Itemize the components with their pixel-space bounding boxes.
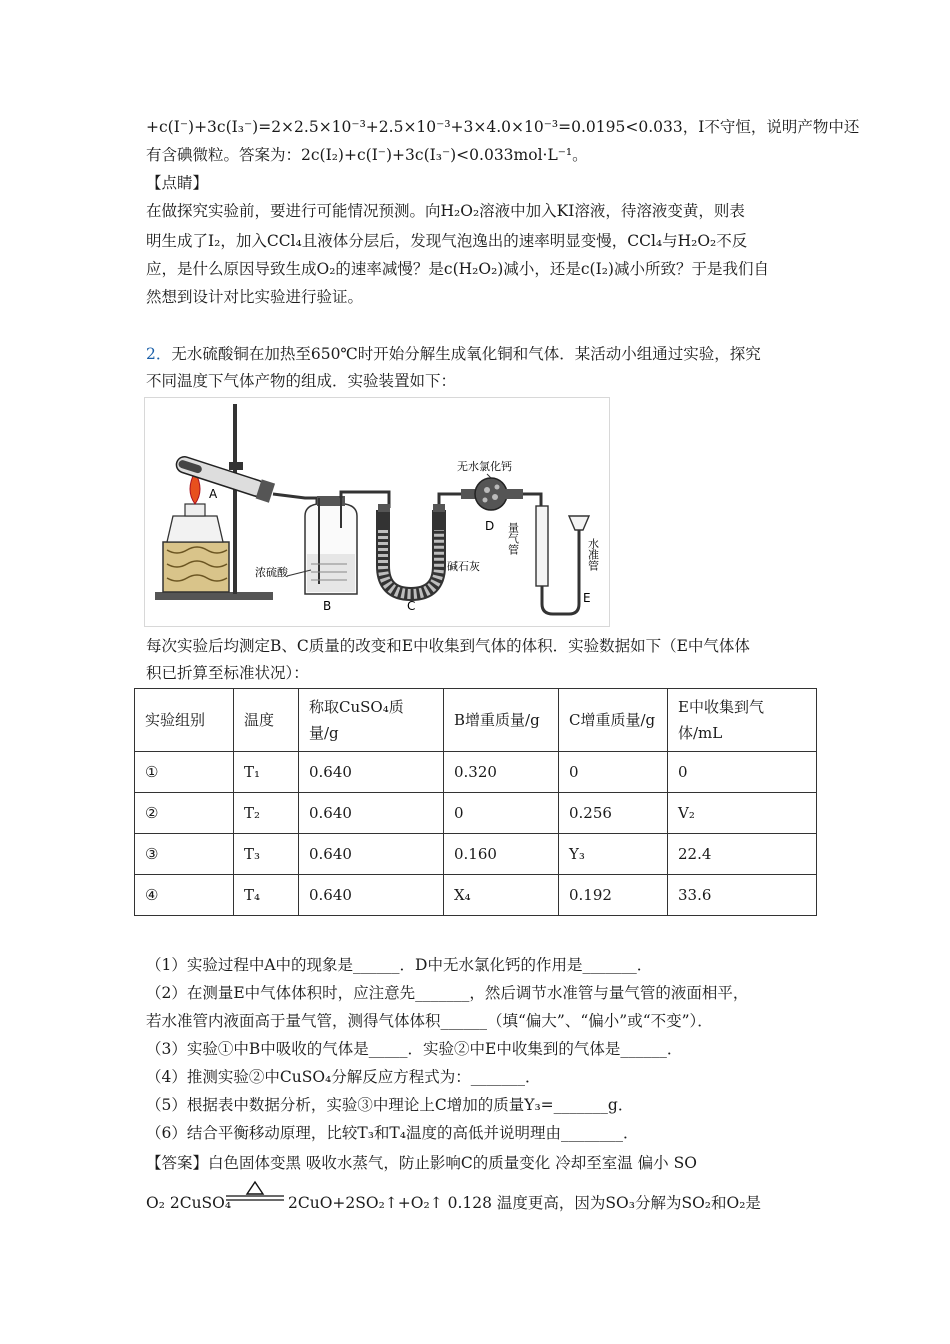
table-cell: ③ bbox=[135, 834, 234, 875]
label-b: B bbox=[323, 599, 332, 613]
table-cell: 0.192 bbox=[559, 875, 668, 916]
table-header-cell: C增重质量/g bbox=[559, 689, 668, 752]
table-cell: 33.6 bbox=[668, 875, 817, 916]
label-cacl2: 无水氯化钙 bbox=[457, 460, 512, 473]
test-tube-a bbox=[174, 453, 275, 503]
table-cell: T₂ bbox=[234, 793, 299, 834]
drying-tube-d bbox=[475, 478, 507, 510]
prev-line-2: 有含碘微粒。答案为：2c(I₂)+c(I⁻)+3c(I₃⁻)<0.033mol·L⁻¹。 bbox=[146, 146, 588, 164]
tip-line-2: 明生成了I₂，加入CCl₄且液体分层后，发现气泡逸出的速率明显变慢，CCl₄与H₂O₂不反 bbox=[146, 232, 748, 250]
stand-rod bbox=[233, 404, 237, 594]
table-header-cell: 称取CuSO₄质量/g bbox=[299, 689, 444, 752]
table-header-row bbox=[135, 689, 817, 752]
tip-title: 【点睛】 bbox=[146, 174, 209, 192]
apparatus-figure bbox=[144, 397, 610, 627]
gas-burette bbox=[536, 506, 548, 586]
table-cell: 0 bbox=[668, 752, 817, 793]
subq-3: （3）实验①中B中吸收的气体是_____．实验②中E中收集到的气体是______． bbox=[146, 1040, 683, 1058]
table-cell: V₂ bbox=[668, 793, 817, 834]
table-header-cell: B增重质量/g bbox=[444, 689, 559, 752]
label-a: A bbox=[209, 487, 218, 501]
table-row bbox=[135, 875, 817, 916]
label-water-tube: 水准管 bbox=[586, 538, 600, 571]
subq-6: （6）结合平衡移动原理，比较T₃和T₄温度的高低并说明理由________． bbox=[146, 1124, 639, 1142]
table-cell: T₁ bbox=[234, 752, 299, 793]
alcohol-lamp bbox=[167, 516, 223, 542]
answer-line-1: 【答案】白色固体变黑 吸收水蒸气，防止影响C的质量变化 冷却至室温 偏小 SO bbox=[146, 1154, 697, 1172]
tip-line-3: 应，是什么原因导致生成O₂的速率减慢？是c(H₂O₂)减小，还是c(I₂)减小所致？于是我们自 bbox=[146, 260, 769, 278]
subq-1: （1）实验过程中A中的现象是______．D中无水氯化钙的作用是_______． bbox=[146, 956, 653, 974]
subq-2b: 若水准管内液面高于量气管，测得气体体积______（填“偏大”、“偏小”或“不变”）． bbox=[146, 1012, 713, 1030]
heat-condition-icon bbox=[222, 1178, 288, 1208]
table-cell: 0.160 bbox=[444, 834, 559, 875]
clamp bbox=[229, 462, 243, 470]
question-number: 2． bbox=[146, 345, 172, 363]
table-cell: X₄ bbox=[444, 875, 559, 916]
table-cell: 0 bbox=[444, 793, 559, 834]
table-header-cell: 实验组别 bbox=[135, 689, 234, 752]
after-fig-line-1: 每次实验后均测定B、C质量的改变和E中收集到气体的体积．实验数据如下（E中气体体 bbox=[146, 637, 750, 655]
tip-line-4: 然想到设计对比实验进行验证。 bbox=[146, 288, 364, 306]
tip-line-1: 在做探究实验前，要进行可能情况预测。向H₂O₂溶液中加入KI溶液，待溶液变黄，则表 bbox=[146, 202, 745, 220]
table-cell: 0.640 bbox=[299, 875, 444, 916]
label-e: E bbox=[583, 591, 591, 605]
table-row bbox=[135, 752, 817, 793]
data-table bbox=[134, 688, 817, 916]
table-cell: 0.640 bbox=[299, 752, 444, 793]
subq-5: （5）根据表中数据分析，实验③中理论上C增加的质量Y₃=_______g． bbox=[146, 1096, 634, 1114]
subq-4: （4）推测实验②中CuSO₄分解反应方程式为：_______． bbox=[146, 1068, 541, 1086]
after-fig-line-2: 积已折算至标准状况）： bbox=[146, 664, 309, 682]
stand-base bbox=[155, 592, 273, 600]
answer-line-2b: 2CuO+2SO₂↑+O₂↑ 0.128 温度更高，因为SO₃分解为SO₂和O₂是 bbox=[288, 1194, 761, 1212]
table-cell: Y₃ bbox=[559, 834, 668, 875]
table-cell: 0.320 bbox=[444, 752, 559, 793]
question-text-1: 无水硫酸铜在加热至650℃时开始分解生成氧化铜和气体．某活动小组通过实验，探究 bbox=[171, 345, 761, 363]
label-d: D bbox=[485, 519, 495, 533]
table-cell: T₃ bbox=[234, 834, 299, 875]
table-row bbox=[135, 834, 817, 875]
question-line-1 bbox=[146, 343, 761, 365]
label-acid: 浓硫酸 bbox=[255, 566, 288, 579]
table-cell: 22.4 bbox=[668, 834, 817, 875]
leveling-funnel bbox=[569, 516, 589, 530]
question-line-2: 不同温度下气体产物的组成．实验装置如下： bbox=[146, 372, 457, 390]
table-header-cell: 温度 bbox=[234, 689, 299, 752]
table-header-cell: E中收集到气体/mL bbox=[668, 689, 817, 752]
table-cell: 0.640 bbox=[299, 793, 444, 834]
label-gas-tube: 量气管 bbox=[506, 522, 520, 555]
table-cell: ① bbox=[135, 752, 234, 793]
prev-line-1: +c(I⁻)+3c(I₃⁻)=2×2.5×10⁻³+2.5×10⁻³+3×4.0×10⁻³=0.0195<0.033，I不守恒，说明产物中还 bbox=[146, 118, 860, 136]
table-cell: ④ bbox=[135, 875, 234, 916]
table-cell: T₄ bbox=[234, 875, 299, 916]
table-cell: 0.256 bbox=[559, 793, 668, 834]
apparatus-diagram bbox=[145, 398, 609, 626]
table-cell: 0.640 bbox=[299, 834, 444, 875]
answer-line-2a: O₂ 2CuSO₄ bbox=[146, 1194, 232, 1212]
subq-2a: （2）在测量E中气体体积时，应注意先_______，然后调节水准管与量气管的液面相平， bbox=[146, 984, 749, 1002]
label-c: C bbox=[407, 599, 416, 613]
table-cell: ② bbox=[135, 793, 234, 834]
table-cell: 0 bbox=[559, 752, 668, 793]
label-lime: 碱石灰 bbox=[447, 560, 480, 573]
table-row bbox=[135, 793, 817, 834]
